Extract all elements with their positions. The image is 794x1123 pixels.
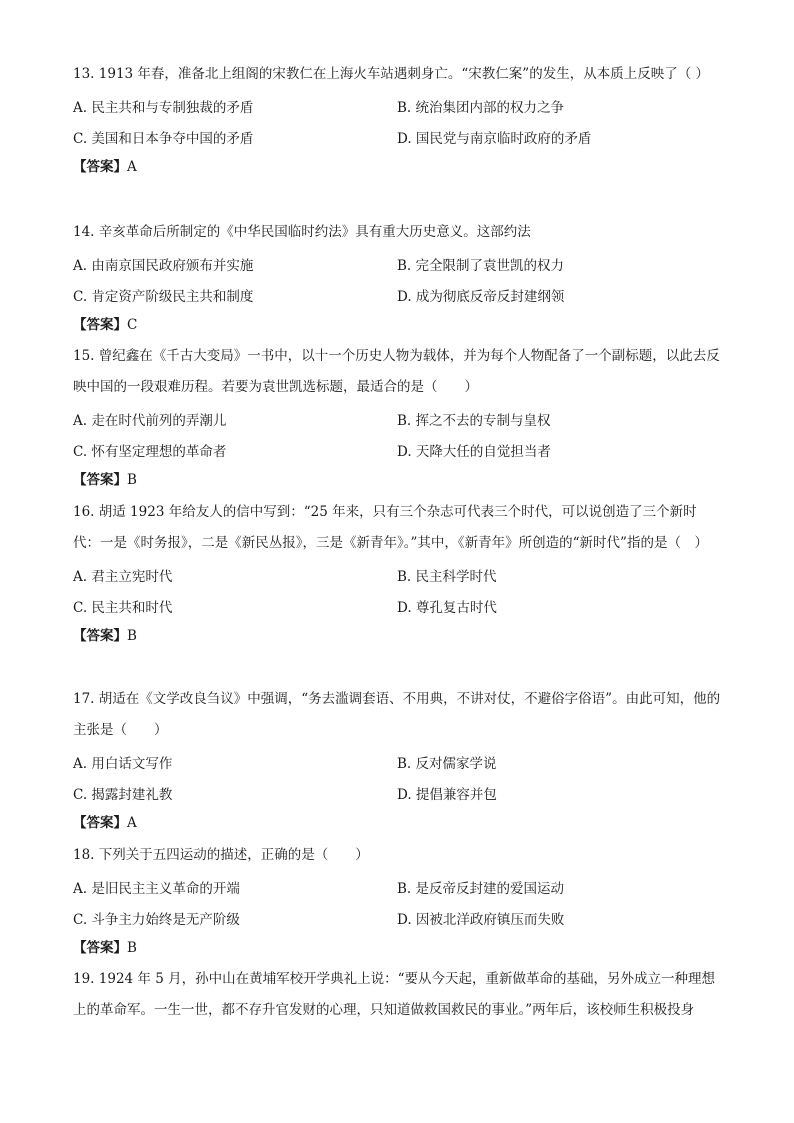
option-a: A. 用白话文写作 xyxy=(73,755,173,772)
options xyxy=(73,746,723,808)
option-b: B. 挥之不去的专制与皇权 xyxy=(397,412,551,429)
question-19 xyxy=(73,964,723,1026)
answer-tag: 【答案】 xyxy=(73,317,127,333)
answer-tag: 【答案】 xyxy=(73,815,127,831)
option-b: B. 反对儒家学说 xyxy=(397,755,497,772)
option-d: D. 提倡兼容并包 xyxy=(397,786,497,803)
option-c: C. 斗争主力始终是无产阶级 xyxy=(73,911,240,928)
question-stem: 15. 曾纪鑫在《千古大变局》一书中，以十一个历史人物为载体，并为每个人物配备了一个副标题，以此去反映中国的一段艰难历程。若要为袁世凯选标题，最适合的是（ ） xyxy=(73,348,720,395)
option-c: C. 民主共和时代 xyxy=(73,599,173,616)
answer-line xyxy=(73,933,723,964)
option-d: D. 国民党与南京临时政府的矛盾 xyxy=(397,130,592,147)
answer-tag: 【答案】 xyxy=(73,628,127,644)
question-stem: 13. 1913 年春，准备北上组阁的宋教仁在上海火车站遇刺身亡。“宋教仁案”的发生，从本质上反映了（ ） xyxy=(73,66,710,82)
question-stem: 18. 下列关于五四运动的描述，正确的是（ ） xyxy=(73,847,369,863)
question-stem: 16. 胡适 1923 年给友人的信中写到：“25 年来，只有三个杂志可代表三个时代，可以说创造了三个新时代：一是《时务报》，二是《新民丛报》，三是《新青年》。”其中，《新青年》所创造的“新时代”指的是（ ） xyxy=(73,504,708,551)
option-b: B. 统治集团内部的权力之争 xyxy=(397,99,565,116)
option-b: B. 完全限制了袁世凯的权力 xyxy=(397,257,565,274)
question-stem: 17. 胡适在《文学改良刍议》中强调，“务去滥调套语、不用典，不讲对仗，不避俗字俗语”。由此可知，他的主张是（ ） xyxy=(73,691,721,738)
option-c: C. 揭露封建礼教 xyxy=(73,786,173,803)
answer-value: A xyxy=(127,159,137,175)
option-b: B. 民主科学时代 xyxy=(397,568,497,585)
answer-line xyxy=(73,310,723,341)
answer-tag: 【答案】 xyxy=(73,472,127,488)
answer-line xyxy=(73,808,723,839)
question-16 xyxy=(73,497,723,652)
answer-line xyxy=(73,465,723,496)
answer-tag: 【答案】 xyxy=(73,940,127,956)
question-14 xyxy=(73,217,723,341)
question-13 xyxy=(73,59,723,183)
option-d: D. 因被北洋政府镇压而失败 xyxy=(397,911,565,928)
option-a: A. 由南京国民政府颁布并实施 xyxy=(73,257,254,274)
option-c: C. 怀有坚定理想的革命者 xyxy=(73,443,227,460)
option-c: C. 美国和日本争夺中国的矛盾 xyxy=(73,130,254,147)
option-d: D. 尊孔复古时代 xyxy=(397,599,497,616)
question-18 xyxy=(73,840,723,964)
answer-value: A xyxy=(127,815,137,831)
option-c: C. 肯定资产阶级民主共和制度 xyxy=(73,288,254,305)
answer-value: B xyxy=(127,472,137,488)
options xyxy=(73,90,723,152)
option-a: A. 民主共和与专制独裁的矛盾 xyxy=(73,99,254,116)
question-stem: 14. 辛亥革命后所制定的《中华民国临时约法》具有重大历史意义。这部约法 xyxy=(73,224,531,240)
options xyxy=(73,559,723,621)
answer-line xyxy=(73,621,723,652)
option-a: A. 君主立宪时代 xyxy=(73,568,173,585)
question-stem: 19. 1924 年 5 月，孙中山在黄埔军校开学典礼上说：“要从今天起，重新做革命的基础，另外成立一种理想上的革命军。一生一世，都不存升官发财的心理，只知道做救国救民的事业。”两年后，该校师生积极投身 xyxy=(73,971,715,1018)
answer-value: B xyxy=(127,940,137,956)
answer-value: B xyxy=(127,628,137,644)
option-a: A. 走在时代前列的弄潮儿 xyxy=(73,412,227,429)
options xyxy=(73,871,723,933)
answer-tag: 【答案】 xyxy=(73,159,127,175)
question-17 xyxy=(73,684,723,839)
question-15 xyxy=(73,341,723,496)
options xyxy=(73,403,723,465)
option-d: D. 成为彻底反帝反封建纲领 xyxy=(397,288,565,305)
answer-value: C xyxy=(127,317,138,333)
option-d: D. 天降大任的自觉担当者 xyxy=(397,443,551,460)
options xyxy=(73,248,723,310)
option-a: A. 是旧民主主义革命的开端 xyxy=(73,880,240,897)
answer-line xyxy=(73,152,723,183)
option-b: B. 是反帝反封建的爱国运动 xyxy=(397,880,565,897)
